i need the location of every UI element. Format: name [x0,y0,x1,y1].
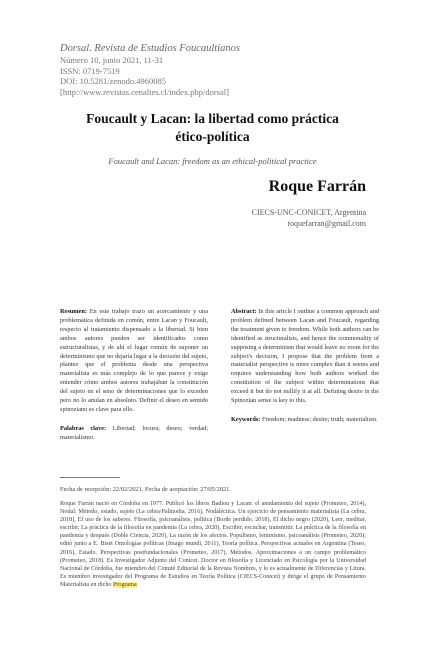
article-title-line-1: Foucault y Lacan: la libertad como práctica [86,111,339,126]
abstract-english-body [231,308,379,406]
journal-title: Dorsal. Revista de Estudios Foucaultianos [60,43,240,54]
author-email: roquefarran@gmail.com [287,218,366,228]
abstract-english [231,308,379,425]
abstract-english-text: In this article I outline a common approach and problem defined between Lacan and Foucault, regarding the treatment given to freedom. While both authors can be identified as structuralists, and hence the commonality of supposing a determinism that would leave no room for the subject's decision, I propose that the problem from a materialist perspective is more complex than it seems and requires understanding how both authors worked the constitution of the subject within determinations that exceed it but do not nullify it at all. Defining desire in the Spinozian sense is key to this. [231,308,379,405]
journal-issue: Número 10, junio 2021, 11-31 [60,55,164,65]
abstract-spanish-label: Resumen: [60,308,87,315]
highlighted-word: Programa [112,581,137,588]
abstract-english-label: Abstract: [231,308,257,315]
keywords-spanish-label: Palabras clave: [60,424,107,432]
keywords-spanish-text: Libertad; locura; deseo; verdad; materialismo. [60,424,208,441]
abstract-spanish-text: En este trabajo trazo un acercamiento y una problemática definida en común, entre Lacan y Foucault, respecto al tratamiento dispensado a la libertad. Si bien ambos autores pueden ser identificados como estructuralistas, y de ahí el lugar común de suponer un determinismo que no dejaría lugar a la decisión del sujeto, planteo que el problema desde una perspectiva materialista es más complejo de lo que parece y exige entender cómo ambos autores trabajaban la constitución del sujeto en el seno de determinaciones que lo exceden pero no lo anulan en absoluto. Definir el deseo en sentido spinoziano es clave para ello. [60,308,208,413]
footnote-divider [60,477,120,478]
abstract-spanish [60,308,208,443]
author-bio [60,500,366,589]
keywords-english-label: Keywords: [231,415,261,423]
keywords-english-text: Freedom; madness; desire; truth; materialism. [261,415,378,423]
journal-header [60,42,380,97]
abstract-spanish-body [60,308,208,415]
footnote-dates: Fecha de recepción: 22/02/2021. Fecha de aceptación: 27/05/2021. [60,486,231,493]
author-bio-text: Roque Farrán nació en Córdoba en 1977. Publicó los libros Badiou y Lacan: el anudamiento del sujeto (Prometeo, 2014), Nodal: Método, estado, sujeto (La cebra/Palinodia, 2016), Nodaléctica. Un ejercicio de pensamiento materialista (La cebra, 2018), El uso de los saberes. Filosofía, psicoanálisis, política (Borde perdido, 2018), El dicho negro (2020), Leer, meditar, escribir. La práctica de la filosofía en pandemia (La cebra, 2020), Escribir, escuchar, transmitir. La práctica de la filosofía en pandemia y después (Doble Ciencia, 2020), La razón de los afectos. Populismo, feminismo, psicoanálisis (Prometeo, 2020); editó junto a E. Biset Ontologías políticas (Imago mundi, 2011), Teoría política. Perspectivas actuales en Argentina (Teseo, 2016), Estado. Perspectivas postfundacionales (Prometeo, 2017), Métodos. Aproximaciones a un campo problemático (Prometeo, 2018). Es Investigador Adjunto del Conicet. Doctor en filosofía y Licenciado en Psicología por la Universidad Nacional de Córdoba, fue miembro del Comité Editorial de la Revista Nombres, y lo es actualmente de Diferencias y Litura. Es miembro investigador del Programa de Estudios en Teoría Política (CIECS-Conicet) y dirige el grupo de Pensamiento Materialista en dicho [60,501,366,588]
author-affiliation: CIECS-UNC-CONICET, Argentina [251,208,366,217]
author-affiliation-block [252,208,366,229]
keywords-spanish [60,425,208,443]
author-name: Roque Farrán [268,178,366,195]
article-title [60,110,365,146]
article-subtitle: Foucault and Lacan: freedom as an ethical-political practice [108,156,317,166]
journal-url: [http://www.revistas.cenaltes.cl/index.php/dorsal] [60,86,229,97]
article-title-line-2: ético-política [175,129,250,144]
journal-doi: DOI: 10.5281/zenodo.4960085 [60,76,167,86]
keywords-english [231,416,379,425]
journal-issn: ISSN: 0719-7519 [60,65,120,76]
